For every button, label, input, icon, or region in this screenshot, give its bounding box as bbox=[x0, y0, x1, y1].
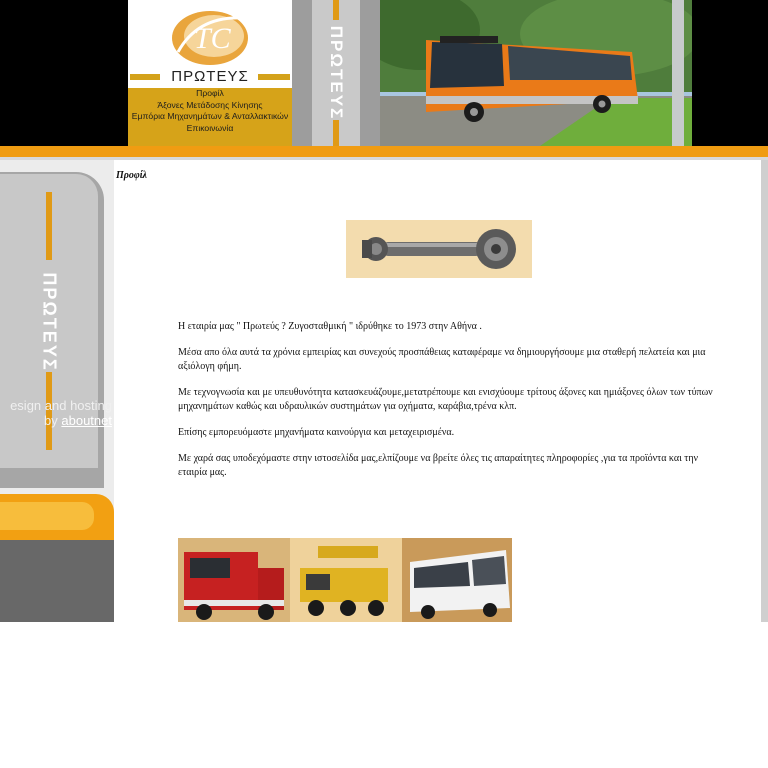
paragraph: Με τεχνογνωσία και με υπευθυνότητα κατασκευάζουμε,μετατρέπουμε και ενισχύουμε τρίτους άξονες και ημιάξονες όλων των τύπων μηχανημάτων καθώς και υδραυλικών συστημάτων για οχήματα, καράβια,τρένα κλπ. bbox=[178, 387, 713, 412]
drive-shaft-image bbox=[346, 220, 532, 278]
brand-title: ΠΡΩΤΕΥΣ bbox=[171, 68, 249, 85]
credit-by: by bbox=[44, 413, 58, 428]
coach-bus-image bbox=[402, 538, 512, 622]
logo-panel bbox=[128, 0, 292, 146]
nav-link-profile[interactable]: Προφίλ bbox=[196, 88, 224, 98]
paragraph: Με χαρά σας υποδεχόμαστε στην ιστοσελίδα μας,ελπίζουμε να βρείτε όλες τις απαραίτητες πληροφορίες ,για τα προϊόντα και την εταιρία μας. bbox=[178, 453, 699, 478]
orange-divider-band bbox=[0, 146, 768, 157]
orange-accent-bar bbox=[333, 120, 339, 146]
vehicles-collage bbox=[178, 538, 512, 622]
top-navigation-menu bbox=[128, 88, 292, 146]
hosting-credit bbox=[0, 398, 112, 428]
paragraph: Η εταιρία μας " Πρωτεύς ? Ζυγοσταθμική " ιδρύθηκε το 1973 στην Αθήνα . bbox=[178, 321, 482, 332]
sidebar-footer bbox=[0, 540, 114, 622]
nav-link-drive-shafts[interactable]: Άξονες Μετάδοσης Κίνησης bbox=[157, 99, 263, 110]
profile-text bbox=[178, 320, 718, 492]
company-logo[interactable] bbox=[168, 8, 252, 68]
main-content bbox=[114, 160, 764, 622]
site-header bbox=[0, 0, 768, 148]
page-title: Προφίλ bbox=[116, 170, 147, 181]
paragraph: Μέσα απο όλα αυτά τα χρόνια εμπειρίας και συνεχούς προσπάθειας καταφέραμε να δημιουργήσουμε μια σταθερή πελατεία και μια αξιόλογη φήμη. bbox=[178, 347, 706, 372]
sidebar-vertical-brand: ΠΡΩΤΕΥΣ bbox=[39, 272, 60, 372]
fire-truck-image bbox=[178, 538, 290, 622]
aboutnet-link[interactable]: aboutnet bbox=[61, 413, 112, 428]
orange-accent-bar bbox=[46, 192, 52, 260]
bus-photo bbox=[380, 0, 692, 146]
crane-truck-image bbox=[290, 538, 402, 622]
orange-accent-bar bbox=[333, 0, 339, 20]
vertical-brand-panel bbox=[292, 0, 380, 146]
blank-area bbox=[0, 622, 768, 768]
logo-letters: TC bbox=[194, 22, 231, 55]
credit-line: esign and hosting bbox=[10, 398, 112, 413]
left-sidebar bbox=[0, 160, 114, 622]
nav-link-contact[interactable]: Επικοινωνία bbox=[186, 122, 234, 133]
content-right-border bbox=[761, 160, 768, 622]
nav-link-machinery-trade[interactable]: Εμπόρια Μηχανημάτων & Ανταλλακτικών bbox=[131, 111, 289, 121]
paragraph: Επίσης εμπορευόμαστε μηχανήματα καινούργια και μεταχειρισμένα. bbox=[178, 427, 455, 438]
vertical-brand-text: ΠΡΩΤΕΥΣ bbox=[327, 25, 346, 121]
sidebar-orange-tab-highlight bbox=[0, 502, 94, 530]
